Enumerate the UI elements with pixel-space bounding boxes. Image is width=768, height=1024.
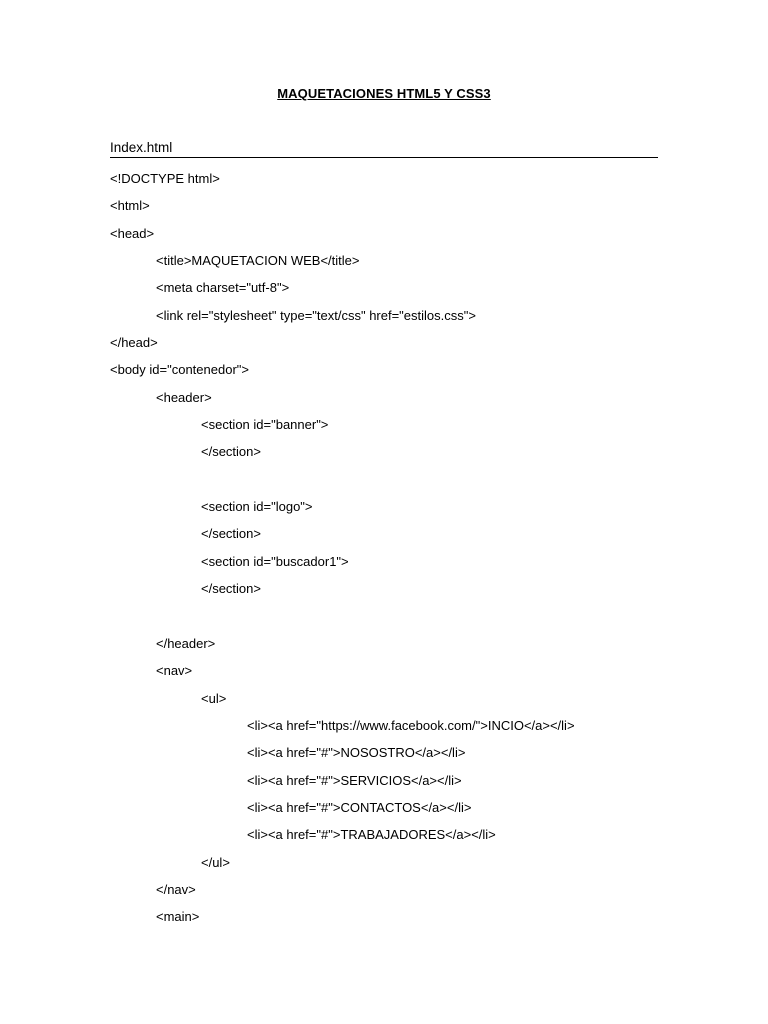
code-line: </head> bbox=[110, 335, 158, 351]
code-line: <section id="logo"> bbox=[201, 499, 313, 515]
code-line: <html> bbox=[110, 198, 150, 214]
code-line: <li><a href="https://www.facebook.com/">INCIO</a></li> bbox=[247, 717, 575, 733]
code-line: <li><a href="#">NOSOSTRO</a></li> bbox=[247, 745, 466, 761]
code-line bbox=[110, 471, 670, 498]
code-line: </section> bbox=[201, 444, 261, 460]
code-line: <header> bbox=[156, 389, 212, 405]
document-title: MAQUETACIONES HTML5 Y CSS3 bbox=[277, 86, 491, 101]
code-line: <body id="contenedor"> bbox=[110, 362, 249, 378]
code-line: <nav> bbox=[156, 663, 193, 679]
code-line: </header> bbox=[156, 635, 216, 651]
code-line: <li><a href="#">SERVICIOS</a></li> bbox=[247, 772, 462, 788]
code-line: <section id="buscador1"> bbox=[201, 553, 349, 569]
code-line: <head> bbox=[110, 225, 155, 241]
code-line: <meta charset="utf-8"> bbox=[156, 280, 290, 296]
code-line: <li><a href="#">TRABAJADORES</a></li> bbox=[247, 827, 496, 843]
code-line: <title>MAQUETACION WEB</title> bbox=[156, 253, 360, 269]
code-line: <li><a href="#">CONTACTOS</a></li> bbox=[247, 799, 472, 815]
code-line: </section> bbox=[201, 526, 261, 542]
code-line: </section> bbox=[201, 581, 261, 597]
code-line: <ul> bbox=[201, 690, 227, 706]
code-line: <main> bbox=[156, 909, 200, 925]
code-line bbox=[110, 608, 670, 635]
code-line: </ul> bbox=[201, 854, 230, 870]
code-listing bbox=[110, 170, 670, 936]
code-line: <link rel="stylesheet" type="text/css" href="estilos.css"> bbox=[156, 307, 476, 323]
code-line: <!DOCTYPE html> bbox=[110, 171, 220, 186]
code-line: </nav> bbox=[156, 881, 196, 897]
file-heading: Index.html bbox=[110, 140, 658, 158]
code-line: <section id="banner"> bbox=[201, 417, 329, 433]
